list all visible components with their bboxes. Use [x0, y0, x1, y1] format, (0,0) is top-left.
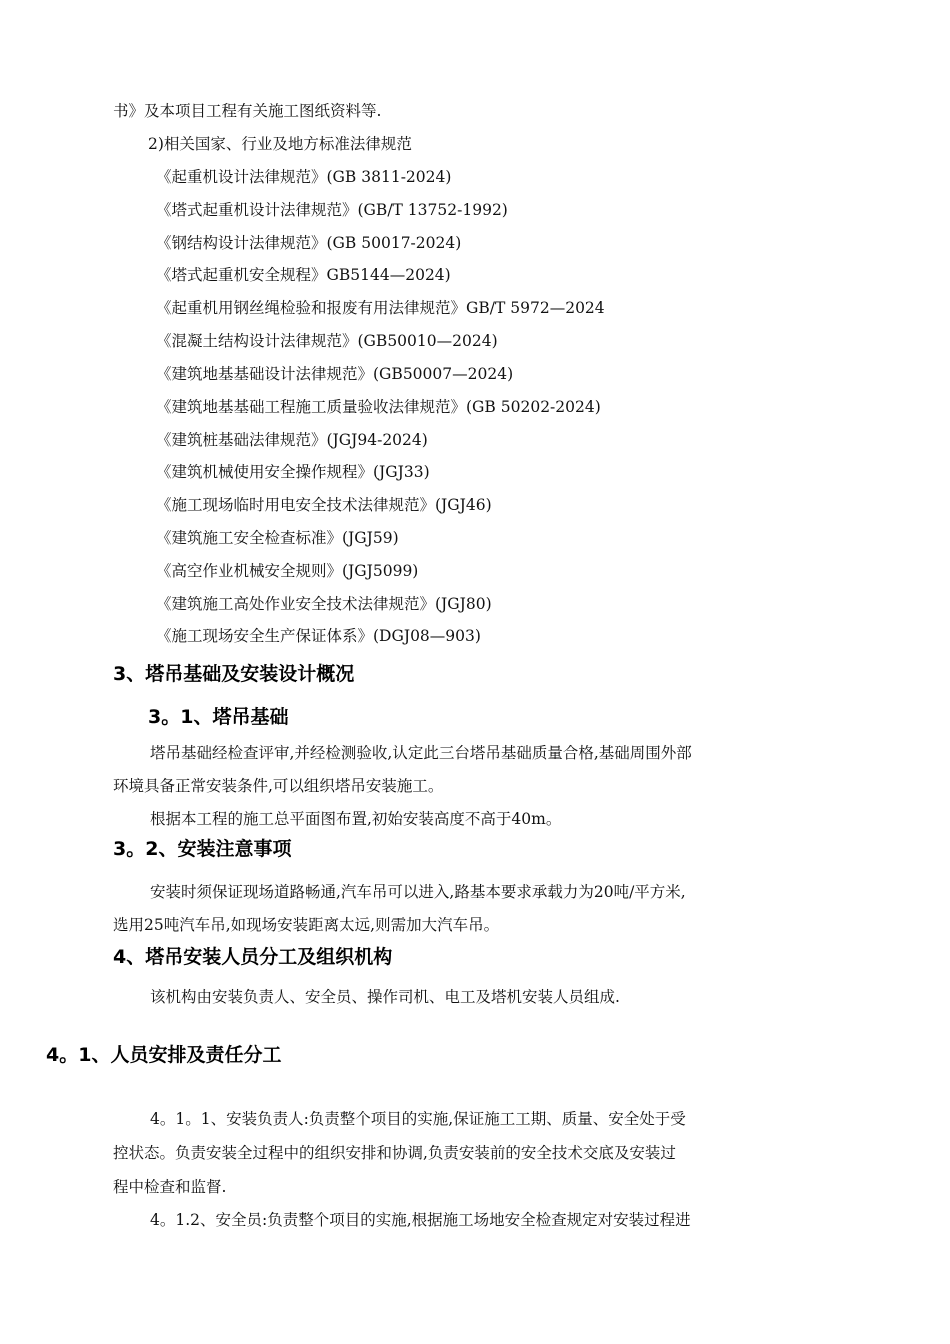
section-4-1-1-line-1: 4。1。1、安装负责人:负责整个项目的实施,保证施工工期、质量、安全处于受: [150, 1110, 686, 1128]
section-4-1-heading: 4。1、人员安排及责任分工: [46, 1044, 282, 1066]
standard-item: 《钢结构设计法律规范》(GB 50017-2024): [156, 234, 462, 252]
standard-item: 《建筑施工高处作业安全技术法律规范》(JGJ80): [156, 595, 492, 613]
standard-item: 《混凝土结构设计法律规范》(GB50010—2024): [156, 332, 498, 350]
section-3-2-paragraph-line-2: 选用25吨汽车吊,如现场安装距离太远,则需加大汽车吊。: [113, 916, 500, 934]
section-3-1-heading: 3。1、塔吊基础: [148, 706, 289, 728]
standard-item: 《塔式起重机安全规程》GB5144—2024): [156, 266, 451, 284]
section-4-paragraph: 该机构由安装负责人、安全员、操作司机、电工及塔机安装人员组成.: [150, 988, 620, 1006]
standards-heading: 2)相关国家、行业及地方标准法律规范: [148, 135, 412, 153]
section-3-2-paragraph-line-1: 安装时须保证现场道路畅通,汽车吊可以进入,路基本要求承载力为20吨/平方米,: [150, 883, 686, 901]
intro-tail-line: 书》及本项目工程有关施工图纸资料等.: [113, 102, 382, 120]
standard-item: 《塔式起重机设计法律规范》(GB/T 13752-1992): [156, 201, 508, 219]
section-3-1-paragraph-1-line-1: 塔吊基础经检查评审,并经检测验收,认定此三台塔吊基础质量合格,基础周围外部: [150, 744, 692, 762]
section-4-1-1-line-3: 程中检查和监督.: [113, 1178, 227, 1196]
section-3-heading: 3、塔吊基础及安装设计概况: [113, 663, 355, 685]
standard-item: 《建筑施工安全检查标准》(JGJ59): [156, 529, 399, 547]
standard-item: 《施工现场安全生产保证体系》(DGJ08—903): [156, 627, 481, 645]
standard-item: 《建筑地基基础设计法律规范》(GB50007—2024): [156, 365, 514, 383]
section-4-1-2-line-1: 4。1.2、安全员:负责整个项目的实施,根据施工场地安全检查规定对安装过程进: [150, 1211, 691, 1229]
section-4-1-1-line-2: 控状态。负责安装全过程中的组织安排和协调,负责安装前的安全技术交底及安装过: [113, 1144, 676, 1162]
section-3-1-paragraph-1-line-2: 环境具备正常安装条件,可以组织塔吊安装施工。: [113, 777, 444, 795]
standard-item: 《高空作业机械安全规则》(JGJ5099): [156, 562, 419, 580]
standard-item: 《建筑机械使用安全操作规程》(JGJ33): [156, 463, 430, 481]
standard-item: 《建筑地基基础工程施工质量验收法律规范》(GB 50202-2024): [156, 398, 601, 416]
section-3-1-paragraph-2: 根据本工程的施工总平面图布置,初始安装高度不高于40m。: [150, 810, 562, 828]
standard-item: 《建筑桩基础法律规范》(JGJ94-2024): [156, 431, 428, 449]
standard-item: 《起重机用钢丝绳检验和报废有用法律规范》GB/T 5972—2024: [156, 299, 605, 317]
section-4-heading: 4、塔吊安装人员分工及组织机构: [113, 946, 393, 968]
section-3-2-heading: 3。2、安装注意事项: [113, 838, 292, 860]
standard-item: 《起重机设计法律规范》(GB 3811-2024): [156, 168, 452, 186]
standard-item: 《施工现场临时用电安全技术法律规范》(JGJ46): [156, 496, 492, 514]
